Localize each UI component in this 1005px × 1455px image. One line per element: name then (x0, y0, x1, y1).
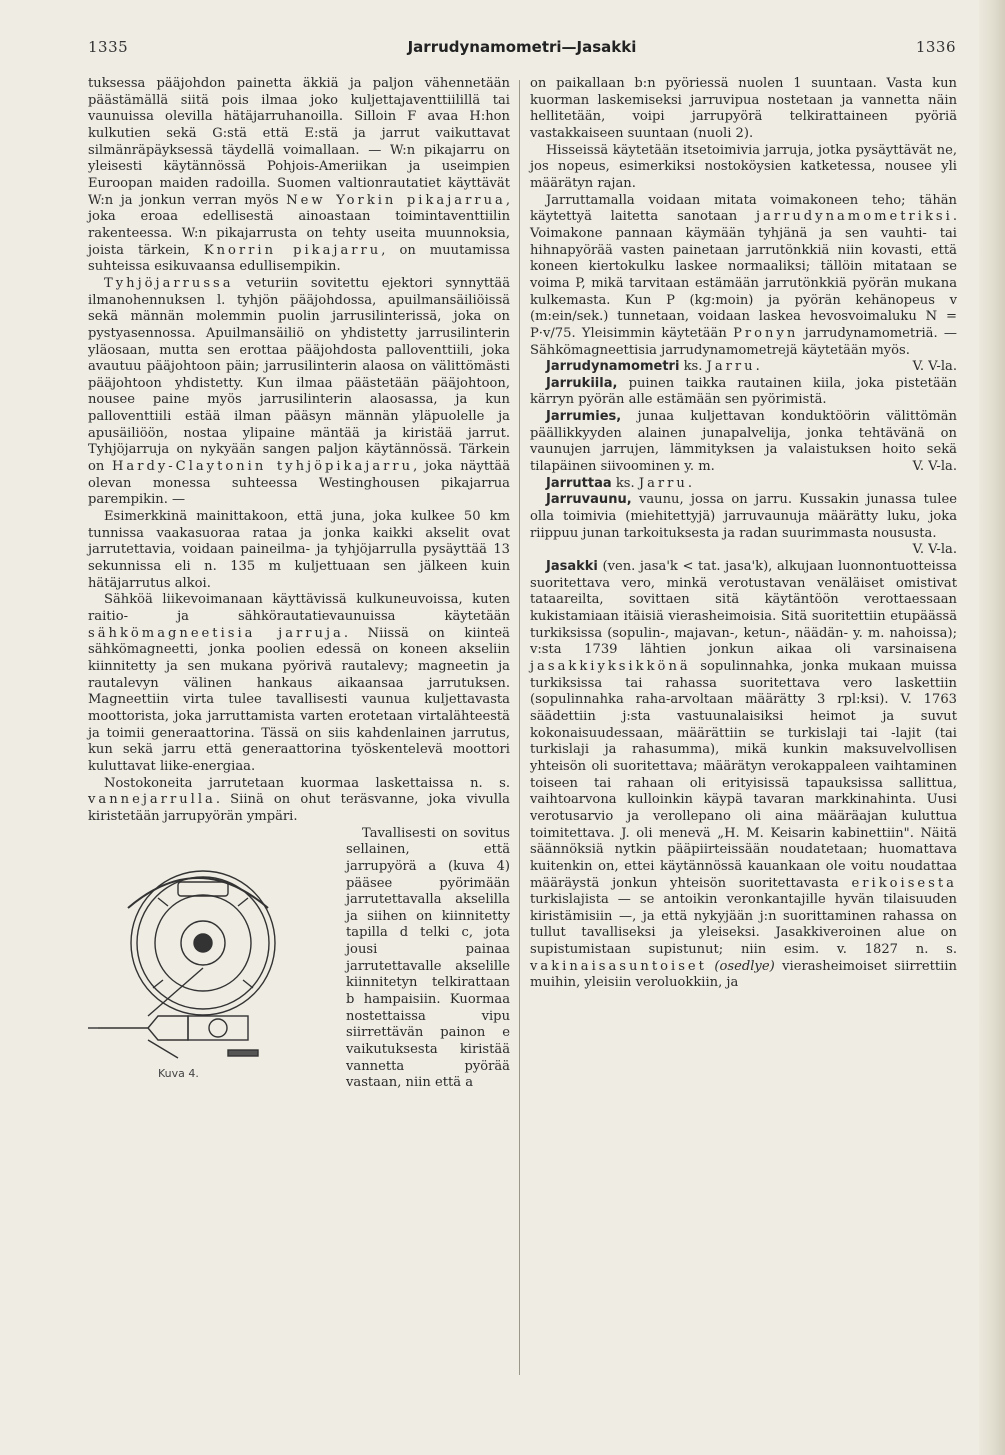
pawl (178, 882, 228, 896)
paragraph: Nostokoneita jarrutetaan kuormaa laskettaissa n. s. vannejarrulla. Siinä on ohut teräsvanne, joka vivulla kiristetään jarrupyörän ympäri. (88, 775, 510, 824)
paragraph: Tavallisesti on sovitus sellainen, että jarrupyörä a (kuva 4) pääsee pyörimään jarrutettavalla akselilla ja siihen on kiinnitetty tapilla d telki c, jota jousi painaa jarrutettavalle akselille kiinnitetyn telkirattaan b hampaisiin. Kuormaa nostettaissa vipu siirrettävän painon e vaikutuksesta kiristää vannetta pyörää vastaan, niin että a (346, 825, 510, 1091)
figure-band-brake (88, 828, 338, 1098)
column-divider (519, 80, 520, 1375)
entry-jarrumies: Jarrumies, junaa kuljettavan konduktöörin välittömän päällikkyyden alainen junapalvelija, jonka tehtävänä on vaunujen jarrujen, lämmityksen ja valaistuksen hoito sekä tilapäinen siivoominen y. m. V. V-la. (530, 409, 957, 475)
band-brake-drawing (88, 828, 338, 1078)
entry-jarrukiila: Jarrukiila, puinen taikka rautainen kiila, joka pistetään kärryn pyörän alle estämään sen pyörimistä. (530, 375, 957, 408)
paragraph: tuksessa pääjohdon painetta äkkiä ja paljon vähennetään päästämällä siitä pois ilmaa joko kuljettajaventtiilillä tai vaunuissa olevilla hätäjarruhanoilla. Silloin F avaa H:hon kulkutien sekä G:stä että E:stä ja jarrut vaikuttavat silmänräpäyksessä täydellä voimallaan. — W:n pikajarru on yleisesti käytännössä Pohjois-Ameriikan ja useimpien Euroopan maiden radoilla. Suomen valtionrautatiet käyttävät W:n ja jonkun verran myös New Yorkin pikajarrua, joka eroaa edellisestä ainoastaan toimintaventtiilin rakenteessa. W:n pikajarrusta on tehty useita muunnoksia, joista tärkein, Knorrin pikajarru, on muutamissa suhteissa esikuvaansa edullisempikin. (88, 76, 511, 275)
right-column (530, 76, 957, 992)
left-column (88, 76, 510, 1098)
paragraph: Jarruttamalla voidaan mitata voimakoneen teho; tähän käytettyä laitetta sanotaan jarrudynamometriksi. Voimakone pannaan käymään tyhjänä ja sen vauhti- tai hihnapyörää vasten painetaan jarrutönkkiä niin kovasti, että koneen kiertokulku laskee normaaliksi; tällöin mitataan se voima P, mikä tarvitaan estämään jarrutönkkiä pyörän mukana kulkemasta. Kun P (kg:moin) ja pyörän kehänopeus v (m:ein/sek.) tunnetaan, voidaan laskea hevosvoimaluku N = P·v/75. Yleisimmin käytetään Pronyn jarrudynamometriä. — Sähkömagneettisia jarrudynamometrejä käytetään myös. V. V-la. (530, 192, 957, 375)
running-header (88, 38, 956, 62)
pivot (209, 1019, 227, 1037)
axle (194, 934, 212, 952)
running-title: Jarrudynamometri—Jasakki (407, 38, 637, 56)
entry-jasakki: Jasakki (ven. jasa'k < tat. jasa'k), alkujaan luonnontuotteissa suoritettava vero, minkä verotustavan venäläiset omistivat tataareilta, sovittaen sitä käytäntöön verottaessaan kukistamiaan itäisiä vierasheimoisia. Sitä suoritettiin etupäässä turkiksissa (sopulin-, majavan-, ketun-, näädän- y. m. nahoissa); v:sta 1739 lähtien jonkun aikaa oli varsinaisena jasakkiyksikkönä sopulinnahka, jonka mukaan muissa turkiksissa tai rahassa suoritettava vero laskettiin (sopulinnahka raha-arvoltaan määrätty 3 rpl:ksi). V. 1763 säädettiin j:sta vastuunalaisiksi heimot ja suvut kokonaisuudessaan, määrättiin se turkislaji tai -lajit (tai turkislaji ja rahasumma), mikä kunkin maksuvelvollisen yhteisön oli suoritettava; määrätyn verokappaleen vaihtaminen toiseen tai rahaan oli erityisissä tapauksissa sallittua, vaihtoarvona kulloinkin käypä tavaran markkinahinta. Uusi verotusarvio ja verollepano oli aina määräajan kuluttua toimitettava. J. oli menevä „H. M. Keisarin kabinettiin". Näitä säännöksiä nytkin pääpiirteissään noudatetaan; huomattava kuitenkin on, ettei käytännössä kauankaan ole voitu noudattaa määräystä jonkun yhteisön suoritettavasta erikoisesta turkislajista — se antoikin veronkantajille hyvän tilaisuuden kiristämisiin —, ja että nykyjään j:n suorittaminen rahassa on tullut tavalliseksi ja yleiseksi. Jasakkiveroinen alue on supistumistaan supistunut; niin esim. v. 1827 n. s. vakinaisasuntoiset (osedlye) vierasheimoiset siirrettiin muihin, yleisiin veroluokkiin, ja (530, 559, 957, 991)
entry-jarruttaa: Jarruttaa ks. Jarru. (546, 475, 693, 491)
left-page-number: 1335 (88, 38, 129, 56)
page-edge (979, 0, 1005, 1455)
paragraph: Tyhjöjarrussa veturiin sovitettu ejektori synnyttää ilmanohennuksen l. tyhjön pääjohdossa, apuilmansäiliöissä sekä männän molemmin puolin jarrusilinterissä, joka on pystyasennossa. Apuilmansäiliö on yhdistetty jarrusilinterin yläosaan, mutta sen erottaa pääjohdosta palloventtiili, joka avautuu pääjohtoon päin; jarrusilinterin alaosa on välittömästi pääjohtoon yhdistetty. Kun ilmaa päästetään pääjohtoon, nousee paine myös jarrusilinterin alaosassa, ja kun palloventtiili estää ilman pääsyn männän yläpuolelle ja apusäiliöön, nostaa ylipaine mäntää ja kiristää jarrut. Tyhjöjarruja on nykyään sangen paljon käytännössä. Tärkein on Hardy-Claytonin tyhjöpikajarru, joka näyttää olevan monessa suhteessa Westinghousen pikajarrua parempikin. — (88, 275, 510, 508)
figure-caption: Kuva 4. (158, 1066, 199, 1080)
paragraph: Esimerkkinä mainittakoon, että juna, joka kulkee 50 km tunnissa vaakasuoraa rataa ja jonka kaikki akselit ovat jarrutettavia, voidaan paineilma- ja tyhjöjarrulla pysäyttää 13 sekunnissa eli n. 135 m kuljettuaan sen jälkeen kuin hätäjarrutus alkoi. (88, 509, 510, 591)
paragraph: on paikallaan b:n pyöriessä nuolen 1 suuntaan. Vasta kun kuorman laskemiseksi jarruvipua nostetaan ja vannetta näin hellitetään, voipi jarrupyörä telkirattaineen pyöriä vastakkaiseen suuntaan (nuoli 2). (530, 76, 957, 141)
lever-arm (98, 1016, 188, 1040)
entry-jarrudynamometri: Jarrudynamometri ks. Jarru. (546, 359, 760, 375)
paragraph: Hisseissä käytetään itsetoimivia jarruja, jotka pysäyttävät ne, jos nopeus, esimerkiksi nostoköysien katketessa, nousee yli määrätyn rajan. (530, 142, 957, 191)
weight (228, 1050, 258, 1056)
signature: V. V-la. (912, 542, 957, 558)
right-page-number: 1336 (915, 38, 956, 56)
entry-jarruvaunu: Jarruvaunu, vaunu, jossa on jarru. Kussakin junassa tulee olla toimivia (miehitettyjä) jarruvaunuja määrätty luku, joka riippuu junan tarkoituksesta ja radan suurimmasta noususta. (530, 492, 957, 541)
paragraph: Sähköä liikevoimanaan käyttävissä kulkuneuvoissa, kuten raitio- ja sähkörautatievaunuissa käytetään sähkömagneetisia jarruja. Niissä on kiinteä sähkömagneetti, jonka poolien edessä on koneen akseliin kiinnitetty ja sen mukana pyörivä rautalevy; magneetin ja rautalevyn välinen hankaus aikaansaa jarrutuksen. Magneettiin virta tulee tavallisesti vaunua kuljettavasta moottorista, joka jarruttamista varten erotetaan virtalähteestä ja toimii generaattorina. Tässä on siis kahdenlainen jarrutus, kun sekä jarru että generaattorina työskentelevä moottori kuluttavat liike-energiaa. (88, 592, 510, 774)
